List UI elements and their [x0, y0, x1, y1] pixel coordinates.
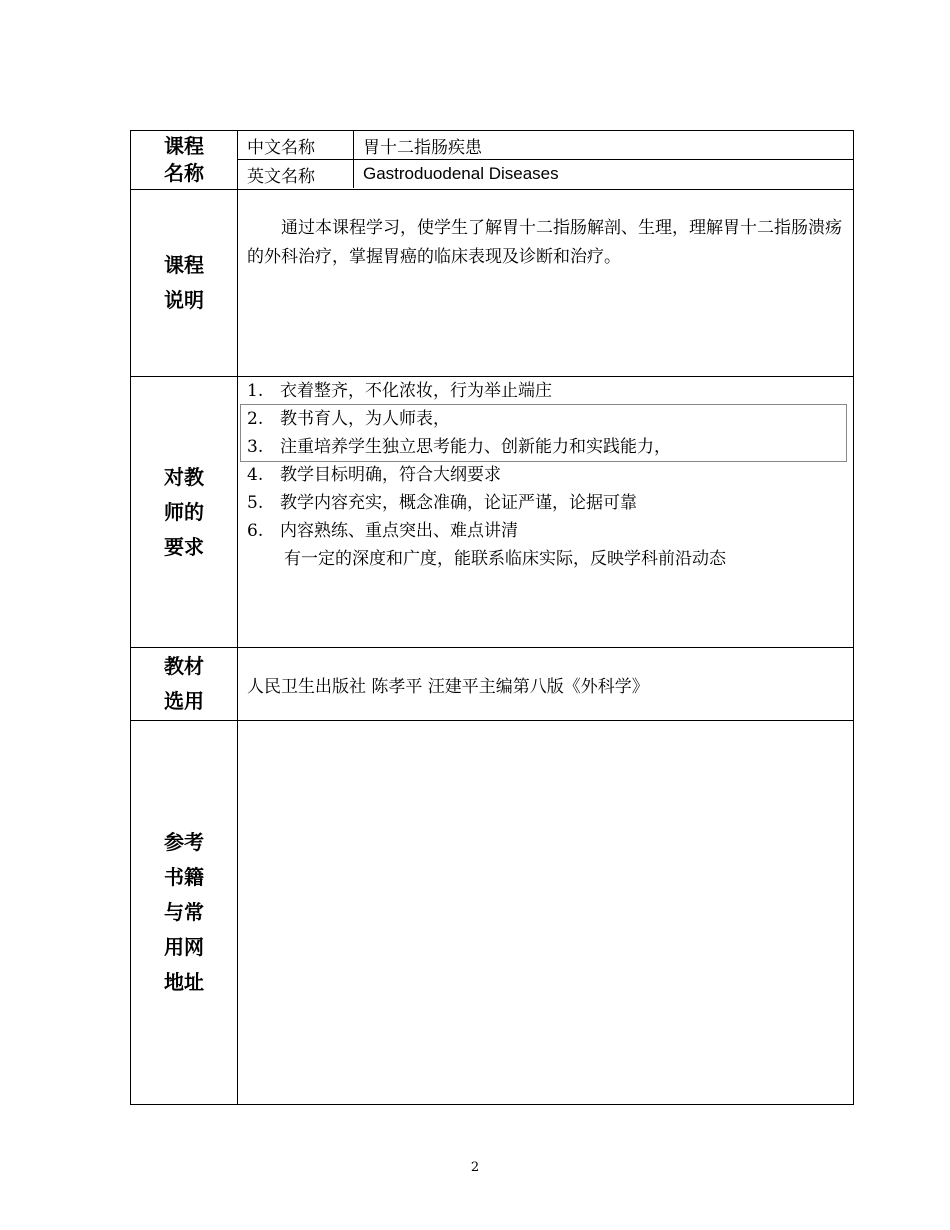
cn-name-key: 中文名称	[238, 131, 354, 160]
list-item: 1. 衣着整齐，不化浓妆，行为举止端庄	[247, 381, 552, 401]
list-item: 6. 内容熟练、重点突出、难点讲清	[247, 521, 518, 541]
description-text: 通过本课程学习，使学生了解胃十二指肠解剖、生理，理解胃十二指肠溃疡的外科治疗，掌握胃癌的临床表现及诊断和治疗。	[238, 190, 854, 377]
list-item: 2. 教书育人，为人师表，	[247, 409, 450, 429]
course-name-label: 课程 名称	[131, 131, 238, 190]
page-number: 2	[470, 1160, 480, 1175]
textbook-label: 教材 选用	[131, 648, 238, 721]
course-info-table	[130, 130, 854, 1105]
references-label: 参考 书籍 与常 用网 地址	[131, 721, 238, 1105]
textbook-text: 人民卫生出版社 陈孝平 汪建平主编第八版《外科学》	[238, 648, 854, 721]
list-item: 5. 教学内容充实，概念准确，论证严谨，论据可靠	[247, 493, 637, 513]
requirements-list	[238, 377, 853, 545]
cn-name-value: 胃十二指肠疾患	[354, 131, 854, 160]
en-name-value: Gastroduodenal Diseases	[363, 164, 559, 183]
requirements-cell	[238, 377, 854, 648]
list-item: 4. 教学目标明确，符合大纲要求	[247, 465, 501, 485]
description-row	[131, 190, 854, 377]
en-name-key: 英文名称	[238, 160, 354, 189]
requirements-label: 对教 师的 要求	[131, 377, 238, 648]
requirements-row	[131, 377, 854, 648]
course-name-inner	[238, 131, 853, 188]
requirements-extra: 有一定的深度和广度，能联系临床实际，反映学科前沿动态	[284, 549, 726, 569]
references-content	[238, 721, 854, 1105]
description-label: 课程 说明	[131, 190, 238, 377]
list-item: 3. 注重培养学生独立思考能力、创新能力和实践能力，	[247, 437, 671, 457]
references-row	[131, 721, 854, 1105]
course-name-row	[131, 131, 854, 190]
textbook-row	[131, 648, 854, 721]
